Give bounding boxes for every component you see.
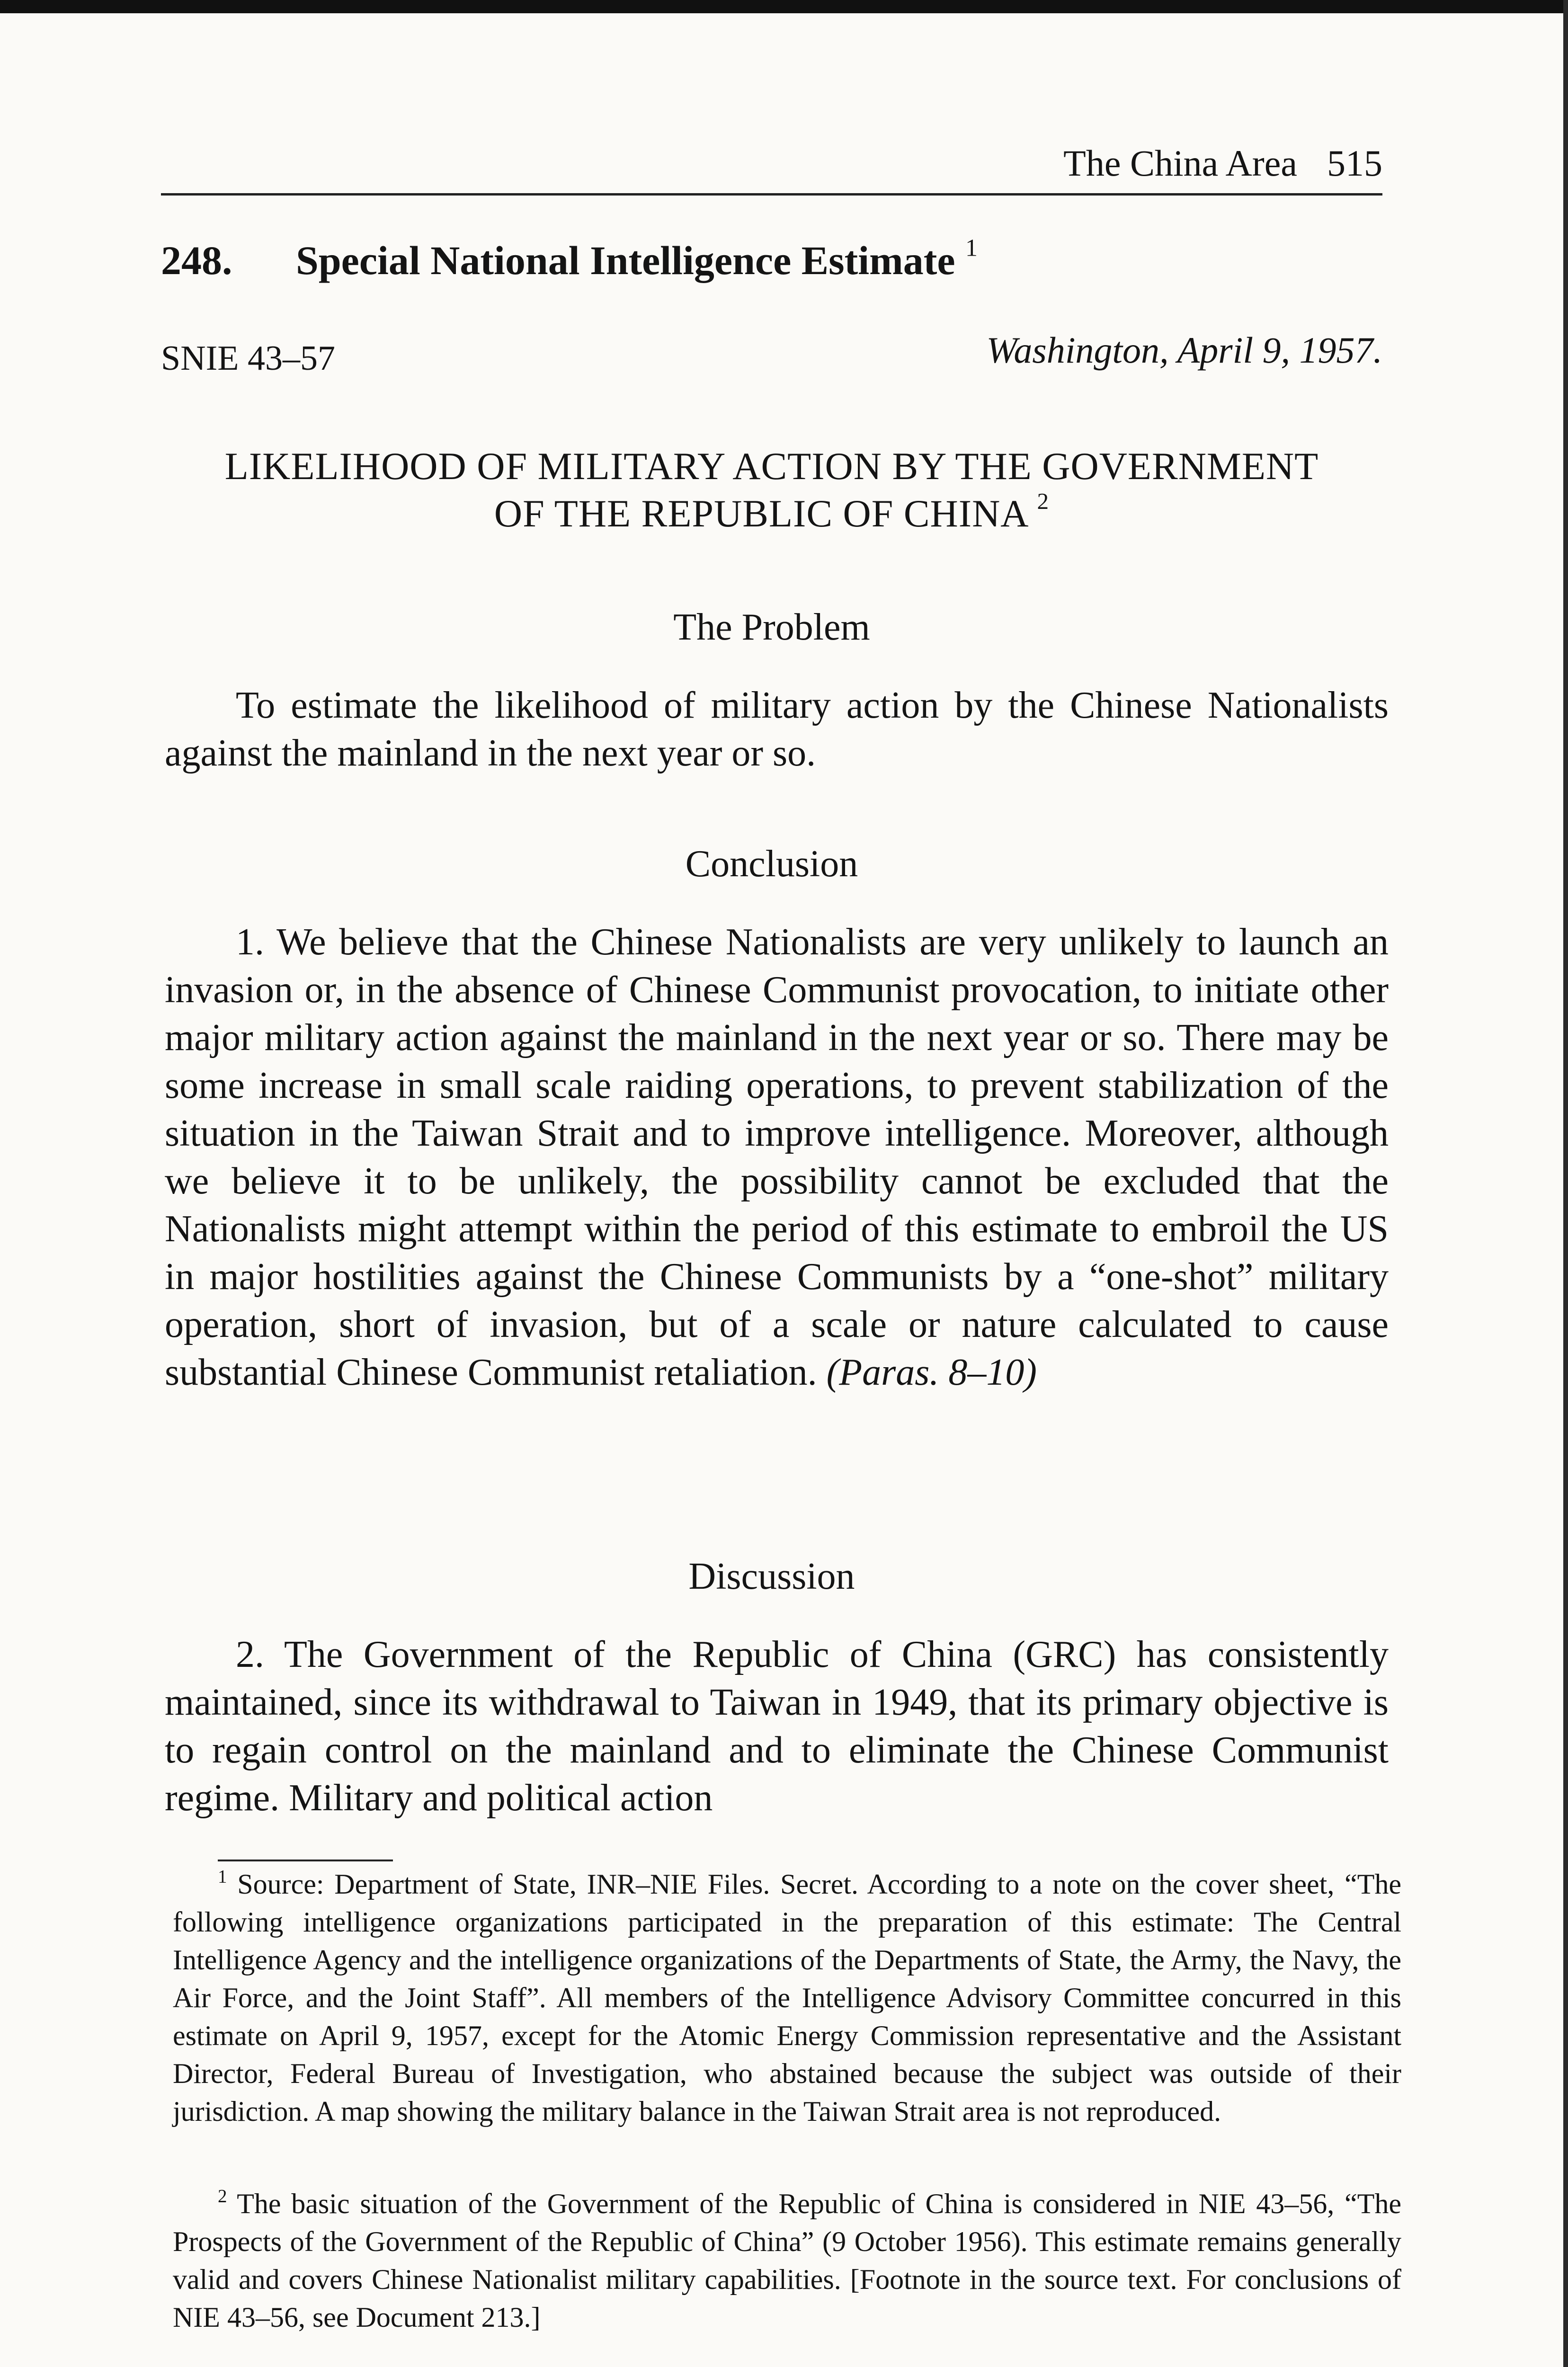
- footnote-ref-1: 1: [965, 234, 978, 262]
- main-title-line-1: LIKELIHOOD OF MILITARY ACTION BY THE GOVERNMENT: [224, 445, 1319, 488]
- scan-right-edge: [1563, 0, 1568, 2367]
- footnote-1: [173, 1865, 1401, 2130]
- footnote-2-text: The basic situation of the Government of the Republic of China is considered in NIE 43–56, “The Prospects of the Government of the Republic of China” (9 October 1956). This estimate remains generally valid and covers Chinese Nationalist military capabilities. [Footnote in the source text. For conclusions of NIE 43–56, see Document 213.]: [173, 2188, 1401, 2333]
- place-date: Washington, April 9, 1957.: [986, 329, 1382, 371]
- conclusion-paragraph-1-text: 1. We believe that the Chinese Nationalists are very unlikely to launch an invasion or, in the absence of Chinese Communist provocation, to initiate other major military action against the mainland in the next year or so. There may be some increase in small scale raiding operations, to prevent stabilization of the situation in the Taiwan Strait and to improve intelligence. Moreover, although we believe it to be unlikely, the possibility cannot be excluded that the Nationalists might attempt within the period of this estimate to embroil the US in major hostilities against the Chinese Communists by a “one-shot” military operation, short of invasion, but of a scale or nature calculated to cause substantial Chinese Communist retaliation.: [165, 921, 1389, 1393]
- section-heading-discussion: Discussion: [688, 1556, 855, 1597]
- main-title-line-2: [161, 490, 1382, 537]
- conclusion-paragraph-1: [165, 918, 1389, 1397]
- footnote-2: [173, 2185, 1401, 2336]
- document-id: SNIE 43–57: [161, 339, 335, 378]
- document-number: 248.: [161, 238, 232, 283]
- footnote-1-text: Source: Department of State, INR–NIE Files. Secret. According to a note on the cover sheet, “The following intelligence organizations participated in the preparation of this estimate: The Central Intelligence Agency and the intelligence organizations of the Departments of State, the Army, the Navy, the Air Force, and the Joint Staff”. All members of the Intelligence Advisory Committee concurred in this estimate on April 9, 1957, except for the Atomic Energy Commission representative and the Assistant Director, Federal Bureau of Investigation, who abstained because the subject was outside of their jurisdiction. A map showing the military balance in the Taiwan Strait area is not reproduced.: [173, 1869, 1402, 2127]
- section-heading-problem: The Problem: [673, 606, 870, 648]
- page-number: 515: [1327, 142, 1382, 184]
- footnote-ref-2: 2: [1037, 488, 1050, 515]
- running-head: [161, 142, 1382, 189]
- discussion-paragraph-2: 2. The Government of the Republic of China (GRC) has consistently maintained, since its withdrawal to Taiwan in 1949, that its primary objective is to regain control on the mainland and to eliminate the Chinese Communist regime. Military and political action: [165, 1634, 1389, 1819]
- scan-top-border: [0, 0, 1568, 13]
- running-head-title: The China Area: [1063, 142, 1297, 184]
- section-heading-conclusion: Conclusion: [685, 843, 858, 885]
- header-rule: [161, 193, 1382, 196]
- footnote-rule: [218, 1860, 393, 1861]
- paragraph-reference: (Paras. 8–10): [826, 1352, 1037, 1393]
- document-heading: [161, 234, 978, 284]
- problem-paragraph: To estimate the likelihood of military action by the Chinese Nationalists against the mainland in the next year or so.: [165, 685, 1389, 774]
- footnote-1-mark: 1: [218, 1866, 227, 1887]
- document-type: Special National Intelligence Estimate: [296, 238, 955, 283]
- footnote-2-mark: 2: [218, 2186, 227, 2207]
- main-title-line-2-text: OF THE REPUBLIC OF CHINA: [494, 492, 1027, 535]
